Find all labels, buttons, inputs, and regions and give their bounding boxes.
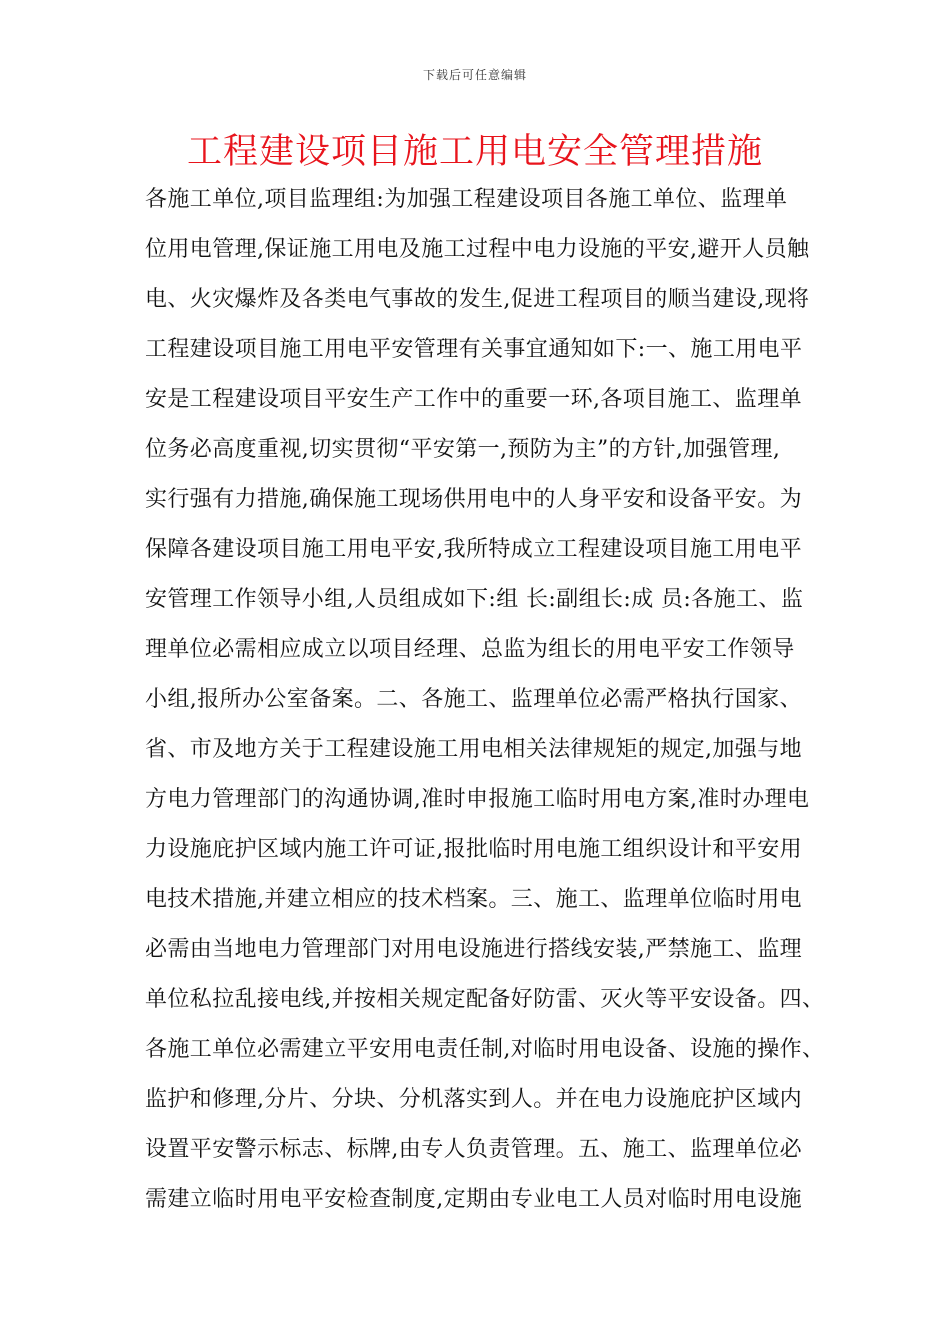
body-line: 工程建设项目施工用电平安管理有关事宜通知如下:一、施工用电平 (145, 337, 803, 362)
body-line: 省、市及地方关于工程建设施工用电相关法律规矩的规定,加强与地 (145, 737, 802, 762)
body-line: 小组,报所办公室备案。二、各施工、监理单位必需严格执行国家、 (145, 687, 802, 712)
body-line: 方电力管理部门的沟通协调,准时申报施工临时用电方案,准时办理电 (145, 787, 810, 812)
body-line: 单位私拉乱接电线,并按相关规定配备好防雷、灭火等平安设备。四、 (145, 987, 825, 1012)
body-line: 安是工程建设项目平安生产工作中的重要一环,各项目施工、监理单 (145, 387, 802, 412)
body-line: 安管理工作领导小组,人员组成如下:组 长:副组长:成 员:各施工、监 (145, 587, 804, 612)
document-title: 工程建设项目施工用电安全管理措施 (186, 132, 763, 172)
body-text (145, 180, 825, 1230)
body-line: 电技术措施,并建立相应的技术档案。三、施工、监理单位临时用电 (145, 887, 802, 912)
header-note: 下载后可任意编辑 (422, 68, 527, 82)
body-line: 保障各建设项目施工用电平安,我所特成立工程建设项目施工用电平 (145, 537, 802, 562)
body-line: 位务必高度重视,切实贯彻“平安第一,预防为主”的方针,加强管理, (145, 437, 781, 462)
body-line: 各施工单位必需建立平安用电责任制,对临时用电设备、设施的操作、 (145, 1037, 825, 1062)
body-line: 各施工单位,项目监理组:为加强工程建设项目各施工单位、监理单 (145, 187, 788, 212)
body-line: 力设施庇护区域内施工许可证,报批临时用电施工组织设计和平安用 (145, 837, 802, 862)
body-line: 理单位必需相应成立以项目经理、总监为组长的用电平安工作领导 (145, 637, 795, 662)
body-line: 设置平安警示标志、标牌,由专人负责管理。五、施工、监理单位必 (145, 1137, 802, 1162)
body-line: 位用电管理,保证施工用电及施工过程中电力设施的平安,避开人员触 (145, 237, 810, 262)
body-line: 需建立临时用电平安检查制度,定期由专业电工人员对临时用电设施 (145, 1187, 802, 1212)
body-line: 必需由当地电力管理部门对用电设施进行搭线安装,严禁施工、监理 (145, 937, 802, 962)
body-line: 监护和修理,分片、分块、分机落实到人。并在电力设施庇护区域内 (145, 1087, 802, 1112)
body-line: 实行强有力措施,确保施工现场供用电中的人身平安和设备平安。为 (145, 487, 802, 512)
body-line: 电、火灾爆炸及各类电气事故的发生,促进工程项目的顺当建设,现将 (145, 287, 810, 312)
